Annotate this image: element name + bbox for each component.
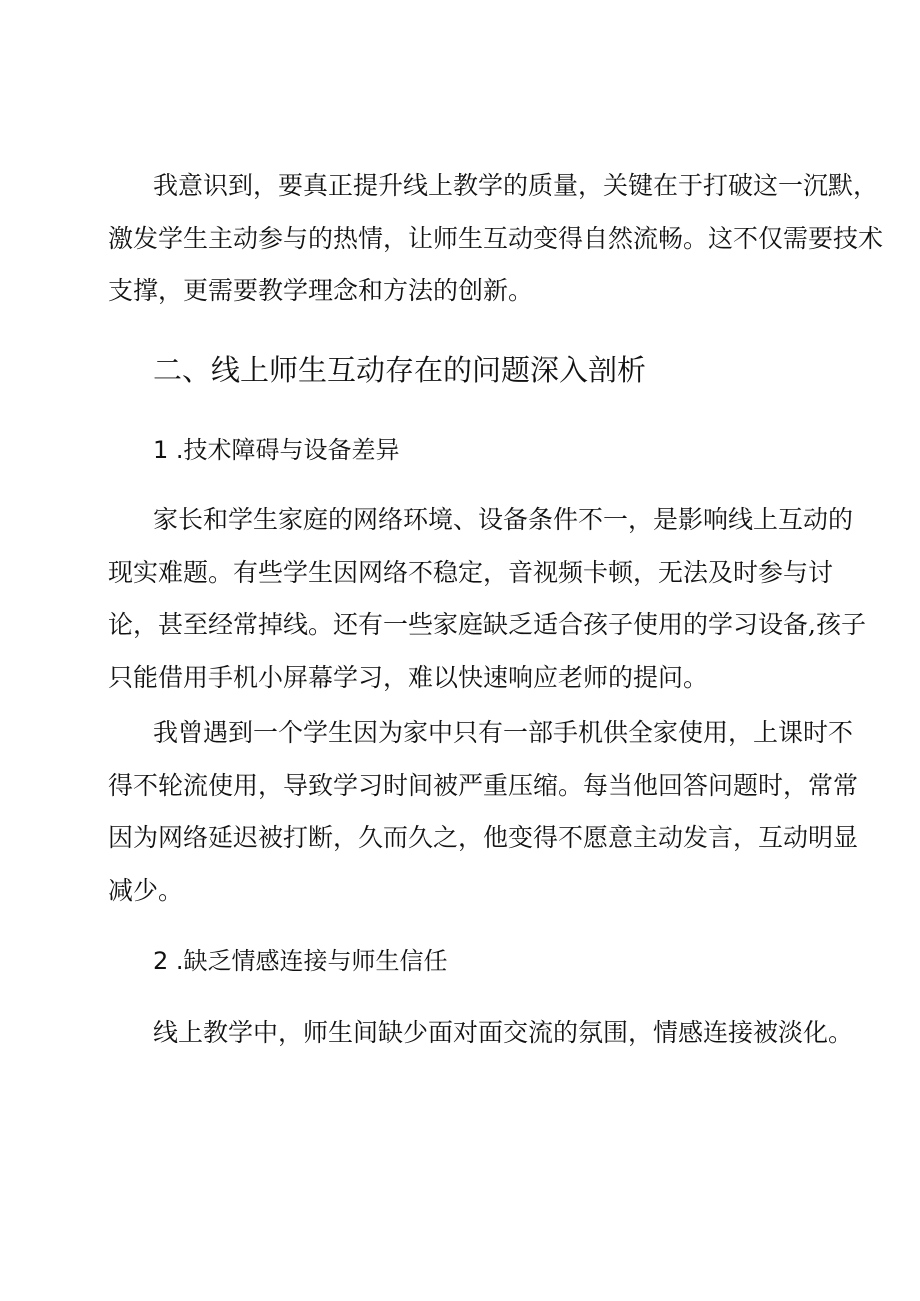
paragraph-line: 得不轮流使用，导致学习时间被严重压缩。每当他回答问题时，常常 — [108, 770, 859, 800]
paragraph-line: 我曾遇到一个学生因为家中只有一部手机供全家使用，上课时不 — [153, 718, 854, 747]
subsection-title-emotional-connection: 2 .缺乏情感连接与师生信任 — [153, 947, 448, 975]
paragraph-line: 家长和学生家庭的网络环境、设备条件不一，是影响线上互动的 — [153, 505, 854, 534]
paragraph-awareness — [108, 160, 884, 318]
paragraph-line: 线上教学中，师生间缺少面对面交流的氛围，情感连接被淡化。 — [153, 1018, 854, 1047]
subsection-title-technical-barriers: 1 .技术障碍与设备差异 — [153, 436, 400, 464]
paragraph-line: 因为网络延迟被打断，久而久之，他变得不愿意主动发言，互动明显 — [108, 823, 859, 852]
paragraph-line: 支撑，更需要教学理念和方法的创新。 — [108, 276, 534, 305]
paragraph-online-teaching — [108, 1007, 854, 1060]
paragraph-network-devices — [108, 494, 866, 704]
paragraph-student-example — [108, 707, 859, 917]
paragraph-line: 减少。 — [108, 875, 184, 905]
paragraph-line: 只能借用手机小屏幕学习，难以快速响应老师的提问。 — [108, 662, 709, 692]
paragraph-line: 论，甚至经常掉线。还有一些家庭缺乏适合孩子使用的学习设备,孩子 — [108, 610, 866, 639]
paragraph-line: 现实难题。有些学生因网络不稳定，音视频卡顿，无法及时参与讨 — [108, 557, 834, 587]
paragraph-line: 激发学生主动参与的热情，让师生互动变得自然流畅。这不仅需要技术 — [108, 223, 884, 253]
section-heading: 二、线上师生互动存在的问题深入剖析 — [153, 353, 647, 387]
paragraph-line: 我意识到，要真正提升线上教学的质量，关键在于打破这一沉默， — [153, 171, 879, 200]
